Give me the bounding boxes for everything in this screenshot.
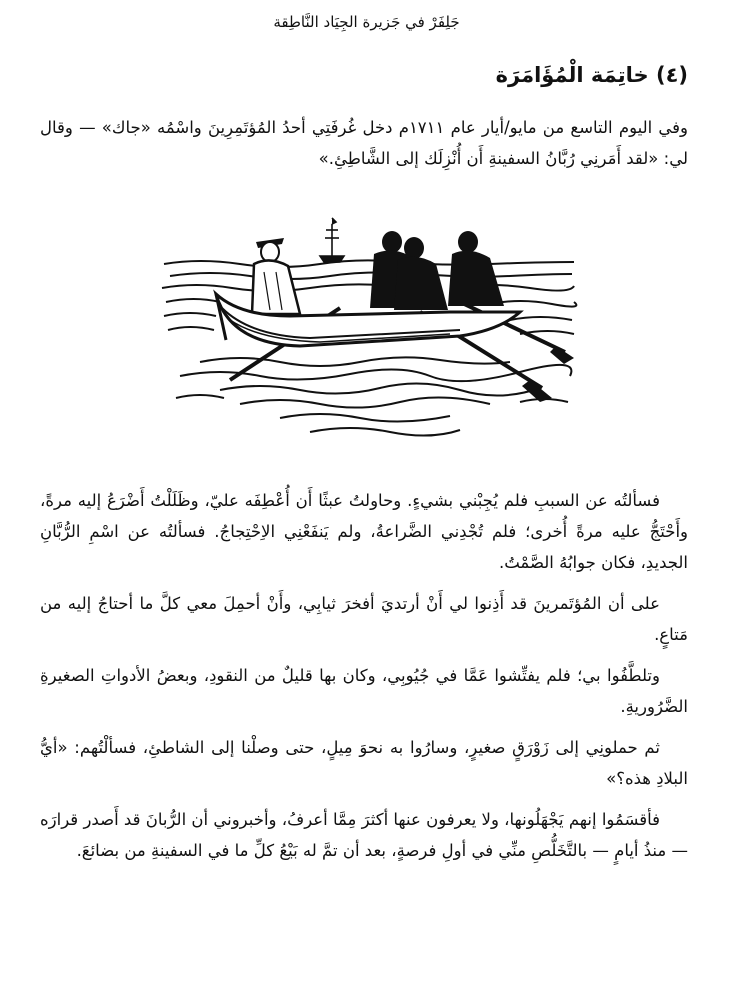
paragraph: فسألتُه عن السببِ فلم يُجِبْني بشيءٍ. وحاولتُ عبثًا أَن أُعْطِفَه عليّ، وظَلَلْتُ أَضْرَعُ إليه مرةً، وأَحْتَجُّ عليه مرةً أُخرى؛ فلم تُجْدِني الضَّراعةُ، ولم يَنفَعْنِي الاِحْتِجاجُ. فسألتُه عن اسْمِ الرُّبَّانِ الجديدِ، فكان جوابُهُ الصَّمْتُ. bbox=[40, 491, 688, 572]
chapter-title: (٤) خاتِمَة الْمُؤَامَرَة bbox=[495, 63, 688, 87]
paragraph: على أن المُؤتَمرينَ قد أَذِنوا لي أَنْ أرتديَ أفخرَ ثيابِي، وأَنْ أحمِلَ معي كلَّ ما أحتاجُ إليه من مَتاعٍ. bbox=[40, 594, 688, 644]
intro-text bbox=[40, 112, 688, 184]
passenger bbox=[252, 238, 300, 314]
paragraph: وتلطَّفُوا بي؛ فلم يفتِّشوا عَمَّا في جُيُوبِي، وكان بها قليلٌ من النقودِ، وبعضُ الأدواتِ الصغيرةِ الضَّرُوريةِ. bbox=[40, 666, 688, 716]
paragraph: ثم حملونِي إلى زَوْرَقٍ صغيرٍ، وسارُوا به نحوَ مِيلٍ، حتى وصلْنا إلى الشاطئِ، فسألْتُهم: «أيُّ البلادِ هذه؟» bbox=[40, 738, 688, 788]
waves bbox=[162, 260, 576, 435]
rowers bbox=[370, 231, 504, 310]
paragraph: وفي اليوم التاسع من مايو/أيار عام ١٧١١م دخل غُرفَتِي أحدُ المُؤتَمِرِينَ واسْمُه «جاك» — وقال لي: «لقد أَمَرنِي رُبَّانُ السفينةِ أَن أُنْزِلَك إلى الشَّاطِئِ.» bbox=[40, 118, 688, 168]
distant-ship bbox=[320, 218, 344, 262]
paragraph: فأقسَمُوا إنهم يَجْهَلُونها، ولا يعرفون عنها أكثرَ مِمَّا أعرفُ، وأخبروني أن الرُّبانَ قد أَصدر قرارَه — منذُ أيامٍ — بالتَّخَلُّصِ منِّي في أولِ فرصةٍ، بعد أن تمَّ له بَيْعُ كلِّ ما في السفينةِ من بضائعَ. bbox=[40, 810, 688, 860]
body-text bbox=[40, 485, 688, 876]
rowboat-illustration bbox=[160, 212, 578, 452]
running-header: جَلِفَرْ في جَزيرة الجِيَاد النَّاطِقة bbox=[273, 13, 460, 31]
